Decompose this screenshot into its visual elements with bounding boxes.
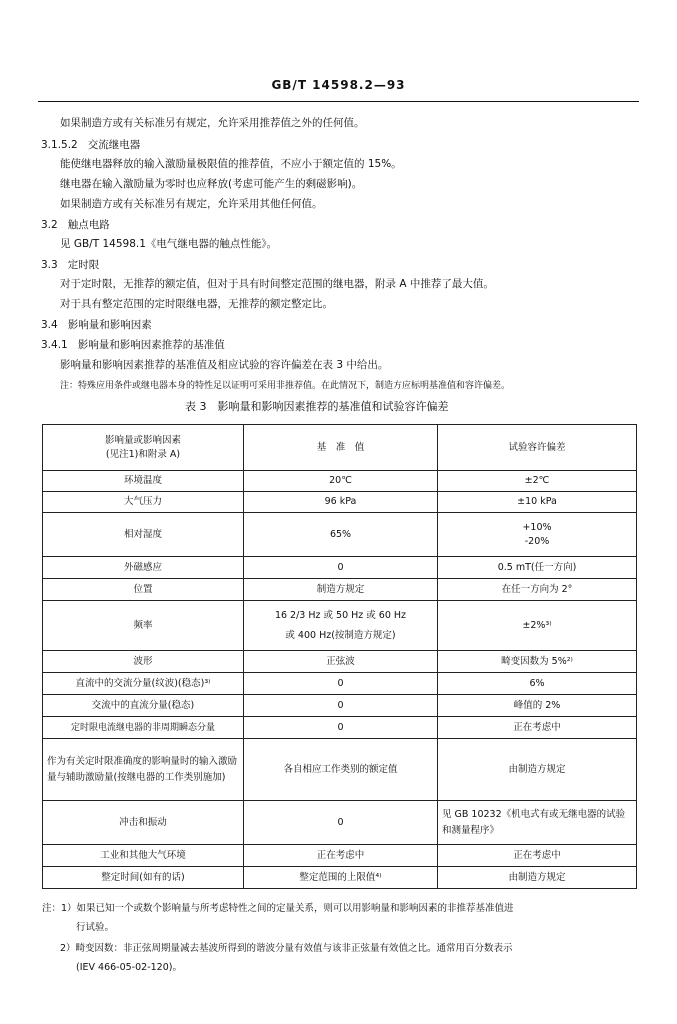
paragraph-3-2-1: 见 GB/T 14598.1《电气继电器的触点性能》。 [60, 238, 278, 250]
reference-values-table [42, 424, 637, 889]
reference-line2: 或 400 Hz(按制造方规定) [285, 629, 396, 641]
tolerance-cell [438, 513, 637, 557]
section-title: 触点电路 [67, 219, 110, 231]
column-header-factor-line1: 影响量或影响因素 [104, 434, 181, 446]
reference-cell: 0 [244, 557, 438, 579]
tolerance-upper: +10% [522, 521, 552, 533]
tolerance-cell: 在任一方向为 2° [438, 579, 637, 601]
tolerance-cell: ±10 kPa [438, 492, 637, 513]
reference-cell: 96 kPa [244, 492, 438, 513]
tolerance-cell: ±2%³⁾ [438, 601, 637, 651]
tolerance-lower: -20% [524, 535, 550, 547]
reference-cell: 制造方规定 [244, 579, 438, 601]
paragraph-3-1-5-2-1: 能使继电器释放的输入激励量极限值的推荐值，不应小于额定值的 15%。 [60, 158, 402, 170]
factor-cell: 整定时间(如有的话) [43, 867, 244, 889]
section-number: 3.2 [41, 219, 58, 231]
tolerance-cell: 6% [438, 673, 637, 695]
section-number: 3.1.5.2 [41, 139, 78, 151]
column-header-reference: 基 准 值 [244, 425, 438, 471]
reference-line1: 16 2/3 Hz 或 50 Hz 或 60 Hz [274, 609, 407, 621]
reference-cell: 0 [244, 695, 438, 717]
factor-cell: 冲击和振动 [43, 801, 244, 845]
table-row [43, 845, 637, 867]
header-rule [38, 101, 639, 102]
factor-cell: 位置 [43, 579, 244, 601]
table-row [43, 867, 637, 889]
column-header-tolerance: 试验容许偏差 [438, 425, 637, 471]
footnote-1-line2: 行试验。 [76, 922, 115, 933]
section-number: 3.3 [41, 259, 58, 271]
tolerance-cell: 正在考虑中 [438, 717, 637, 739]
factor-cell: 定时限电流继电器的非周期瞬态分量 [43, 717, 244, 739]
section-title: 定时限 [67, 259, 100, 271]
tolerance-cell: 由制造方规定 [438, 739, 637, 801]
paragraph-3-3-1: 对于定时限，无推荐的额定值，但对于具有时间整定范围的继电器，附录 A 中推荐了最大值。 [60, 278, 494, 290]
column-header-factor-line2: (见注1)和附录 A) [105, 448, 181, 460]
factor-cell: 交流中的直流分量(稳态) [43, 695, 244, 717]
tolerance-cell: 正在考虑中 [438, 845, 637, 867]
table-row [43, 471, 637, 492]
reference-cell: 正弦波 [244, 651, 438, 673]
reference-cell: 整定范围的上限值⁴⁾ [244, 867, 438, 889]
column-header-factor [43, 425, 244, 471]
section-number: 3.4 [41, 319, 58, 331]
section-title: 影响量和影响因素 [67, 319, 152, 331]
footnote-2-line2: (IEV 466-05-02-120)。 [76, 962, 182, 973]
paragraph-3-4-1-1: 影响量和影响因素推荐的基准值及相应试验的容许偏差在表 3 中给出。 [60, 359, 389, 371]
factor-cell: 相对湿度 [43, 513, 244, 557]
table-row [43, 579, 637, 601]
reference-cell: 各自相应工作类别的额定值 [244, 739, 438, 801]
table-row [43, 695, 637, 717]
reference-cell: 65% [244, 513, 438, 557]
table-row [43, 601, 637, 651]
factor-cell: 环境温度 [43, 471, 244, 492]
section-3-2-heading [41, 218, 110, 232]
section-3-4-heading [41, 318, 152, 332]
factor-cell: 外磁感应 [43, 557, 244, 579]
table-row [43, 673, 637, 695]
footnote-1-line1: 注：1）如果已知一个或数个影响量与所考虑特性之间的定量关系，则可以用影响量和影响因素的非推荐基准值进 [42, 903, 514, 914]
reference-cell: 0 [244, 673, 438, 695]
table-row [43, 492, 637, 513]
table-header-row [43, 425, 637, 471]
factor-cell: 直流中的交流分量(纹波)(稳态)³⁾ [43, 673, 244, 695]
table-title: 表 3 影响量和影响因素推荐的基准值和试验容许偏差 [185, 400, 449, 413]
section-3-3-heading [41, 258, 99, 272]
reference-cell [244, 601, 438, 651]
paragraph-3-3-2: 对于具有整定范围的定时限继电器，无推荐的额定整定比。 [60, 298, 333, 310]
tolerance-cell: 0.5 mT(任一方向) [438, 557, 637, 579]
tolerance-cell: 峰值的 2% [438, 695, 637, 717]
note-special-conditions: 注：特殊应用条件或继电器本身的特性足以证明可采用非推荐值。在此情况下，制造方应标明基准值和容许偏差。 [60, 381, 511, 391]
table-row [43, 717, 637, 739]
section-3-4-1-heading [41, 338, 225, 352]
tolerance-cell: 畸变因数为 5%²⁾ [438, 651, 637, 673]
reference-cell: 0 [244, 801, 438, 845]
factor-cell: 作为有关定时限准确度的影响量时的输入激励量与辅助激励量(按继电器的工作类别施加) [43, 739, 244, 801]
reference-cell: 正在考虑中 [244, 845, 438, 867]
reference-cell: 20℃ [244, 471, 438, 492]
section-title: 影响量和影响因素推荐的基准值 [77, 339, 225, 351]
paragraph-intro: 如果制造方或有关标准另有规定，允许采用推荐值之外的任何值。 [60, 117, 365, 129]
table-row [43, 651, 637, 673]
footnote-2-line1: 2）畸变因数：非正弦周期量减去基波所得到的谐波分量有效值与该非正弦量有效值之比。通常用百分数表示 [60, 943, 513, 954]
section-number: 3.4.1 [41, 339, 68, 351]
table-row [43, 557, 637, 579]
factor-cell: 波形 [43, 651, 244, 673]
section-title: 交流继电器 [87, 139, 141, 151]
tolerance-cell: 见 GB 10232《机电式有或无继电器的试验和测量程序》 [438, 801, 637, 845]
table-row [43, 739, 637, 801]
reference-cell: 0 [244, 717, 438, 739]
factor-cell: 工业和其他大气环境 [43, 845, 244, 867]
tolerance-cell: ±2℃ [438, 471, 637, 492]
page-header: GB/T 14598.2—93 [271, 78, 406, 92]
table-row [43, 801, 637, 845]
tolerance-cell: 由制造方规定 [438, 867, 637, 889]
factor-cell: 频率 [43, 601, 244, 651]
paragraph-3-1-5-2-3: 如果制造方或有关标准另有规定，允许采用其他任何值。 [60, 198, 323, 210]
section-3-1-5-2-heading [41, 138, 140, 152]
table-row [43, 513, 637, 557]
paragraph-3-1-5-2-2: 继电器在输入激励量为零时也应释放(考虑可能产生的剩磁影响)。 [60, 178, 363, 190]
factor-cell: 大气压力 [43, 492, 244, 513]
